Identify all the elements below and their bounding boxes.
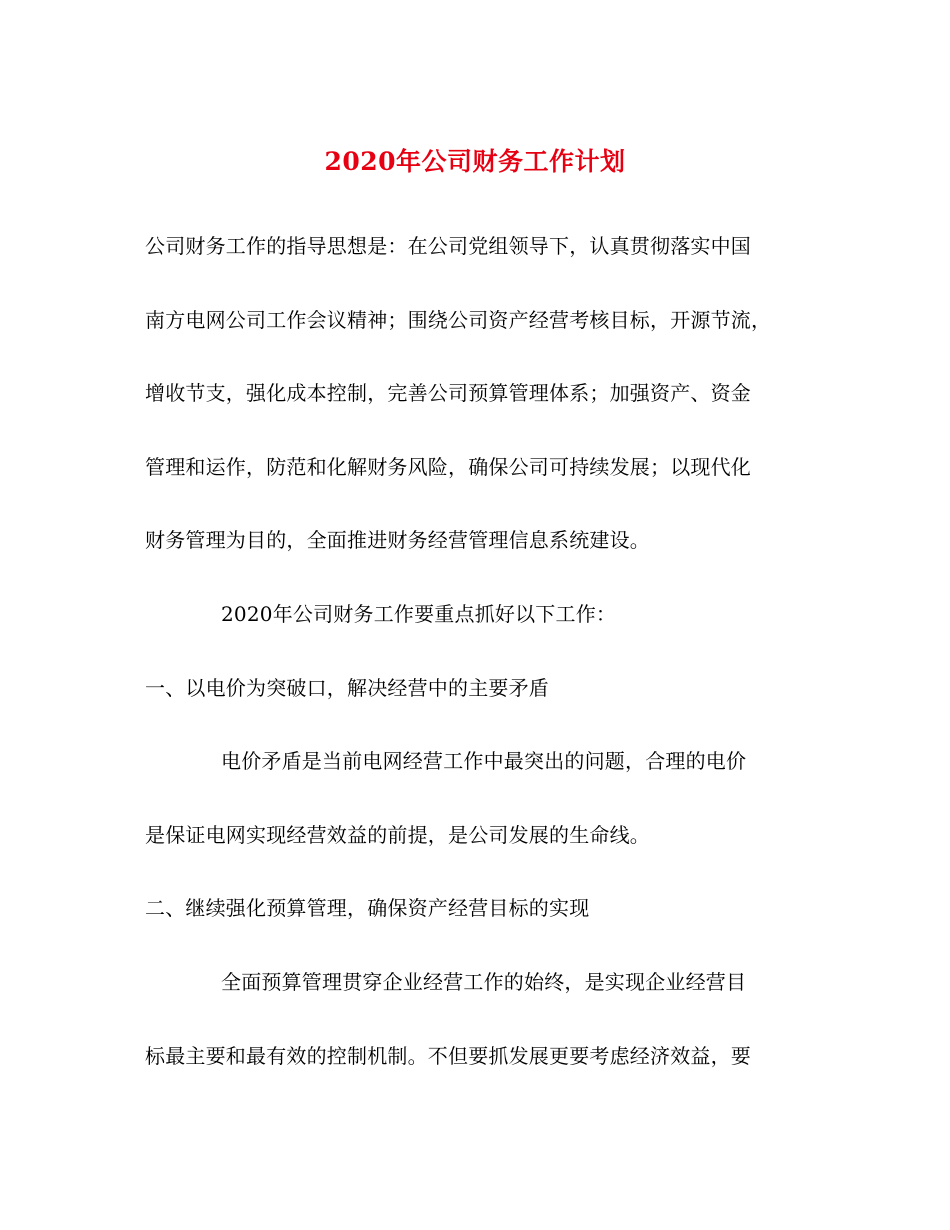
paragraph-line: 管理和运作，防范和化解财务风险，确保公司可持续发展；以现代化 <box>145 454 751 479</box>
paragraph-line: 南方电网公司工作会议精神；围绕公司资产经营考核目标，开源节流， <box>145 307 772 332</box>
paragraph-line: 标最主要和最有效的控制机制。不但要抓发展更要考虑经济效益，要 <box>145 1043 751 1068</box>
document-body <box>145 228 805 1111</box>
document-title: 2020年公司财务工作计划 <box>324 147 626 176</box>
paragraph-line: 财务管理为目的，全面推进财务经营管理信息系统建设。 <box>145 528 650 553</box>
paragraph-line: 公司财务工作的指导思想是：在公司党组领导下，认真贯彻落实中国 <box>145 234 751 258</box>
paragraph-line: 增收节支，强化成本控制，完善公司预算管理体系；加强资产、资金 <box>145 381 751 406</box>
paragraph-line-indented: 全面预算管理贯穿企业经营工作的始终，是实现企业经营目 <box>221 969 747 994</box>
paragraph-line: 是保证电网实现经营效益的前提，是公司发展的生命线。 <box>145 822 650 847</box>
paragraph-line-indented: 电价矛盾是当前电网经营工作中最突出的问题，合理的电价 <box>221 749 747 774</box>
section-heading: 二、继续强化预算管理，确保资产经营目标的实现 <box>145 896 590 921</box>
paragraph-line-indented: 2020年公司财务工作要重点抓好以下工作： <box>221 601 617 626</box>
section-heading: 一、以电价为突破口，解决经营中的主要矛盾 <box>145 675 549 700</box>
